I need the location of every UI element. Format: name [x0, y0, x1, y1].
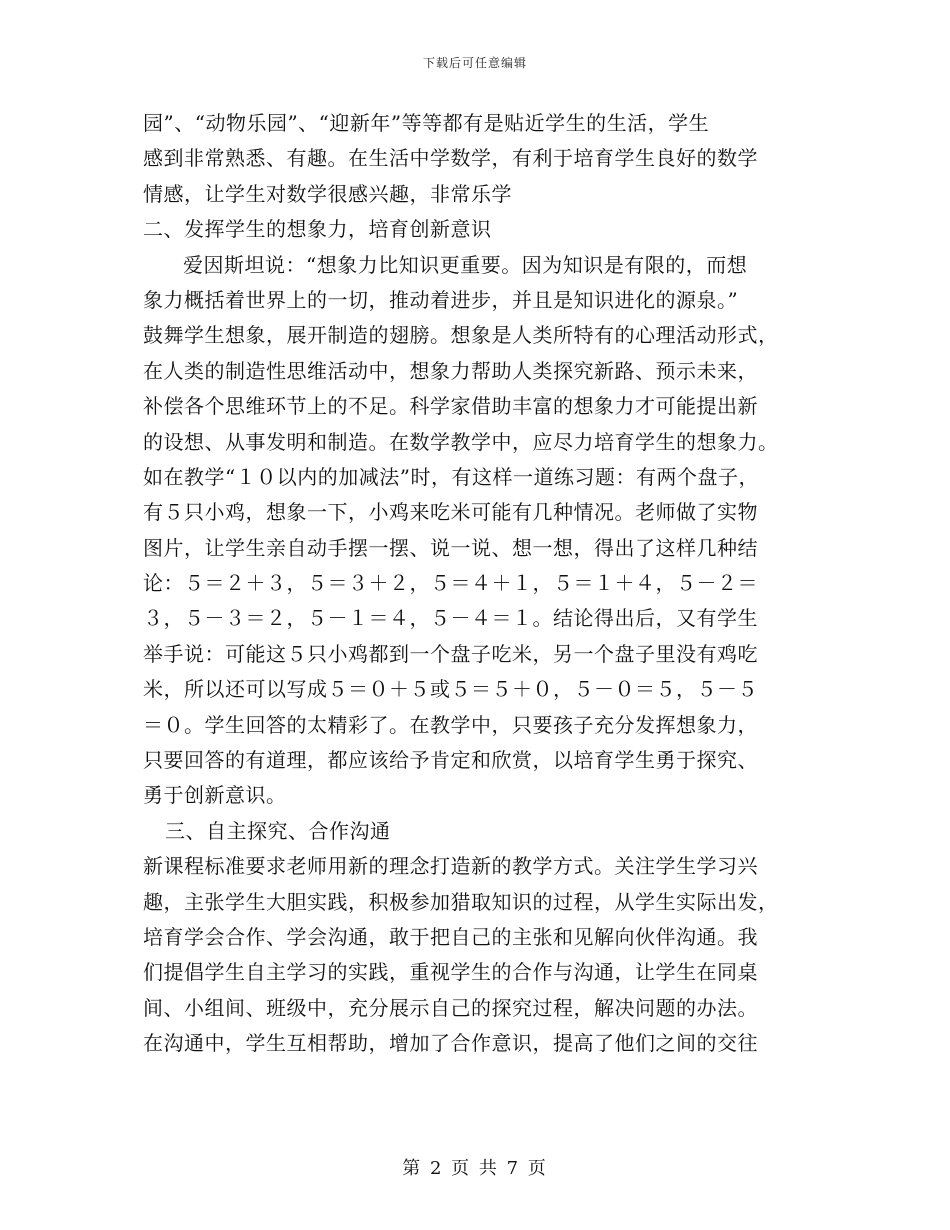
text-line-18: ＝０。学生回答的太精彩了。在教学中，只要孩子充分发挥想象力， — [143, 712, 758, 737]
text-line-12: 有５只小鸡，想象一下，小鸡来吃米可能有几种情况。老师做了实物 — [143, 500, 758, 525]
text-line-23: 趣，主张学生大胆实践，积极参加猎取知识的过程，从学生实际出发， — [143, 889, 779, 914]
text-line-11: 如在教学“１０以内的加减法”时，有这样一道练习题：有两个盘子， — [143, 464, 759, 489]
text-line-20: 勇于创新意识。 — [143, 783, 287, 808]
text-line-3: 情感，让学生对数学很感兴趣，非常乐学 — [143, 181, 512, 206]
text-line-25: 们提倡学生自主学习的实践，重视学生的合作与沟通，让学生在同桌 — [143, 960, 758, 985]
text-line-6: 象力概括着世界上的一切，推动着进步，并且是知识进化的源泉。” — [143, 287, 739, 312]
section-heading-2: 二、发挥学生的想象力，培育创新意识 — [143, 217, 492, 242]
document-body — [143, 106, 803, 1062]
text-line-27: 在沟通中，学生互相帮助，增加了合作意识，提高了他们之间的交往 — [143, 1031, 758, 1056]
text-line-5: 爱因斯坦说：“想象力比知识更重要。因为知识是有限的，而想 — [183, 252, 748, 277]
text-line-10: 的设想、从事发明和制造。在数学教学中，应尽力培育学生的想象力。 — [143, 429, 779, 454]
text-line-26: 间、小组间、班级中，充分展示自己的探究过程，解决问题的办法。 — [143, 995, 758, 1020]
text-line-13: 图片，让学生亲自动手摆一摆、说一说、想一想，得出了这样几种结 — [143, 535, 758, 560]
text-line-8: 在人类的制造性思维活动中，想象力帮助人类探究新路、预示未来， — [143, 358, 758, 383]
section-heading-3: 三、自主探究、合作沟通 — [165, 818, 391, 843]
text-line-24: 培育学会合作、学会沟通，敢于把自己的主张和见解向伙伴沟通。我 — [143, 924, 758, 949]
text-line-22: 新课程标准要求老师用新的理念打造新的教学方式。关注学生学习兴 — [143, 854, 758, 879]
text-line-16: 举手说：可能这５只小鸡都到一个盘子吃米，另一个盘子里没有鸡吃 — [143, 641, 758, 666]
text-line-7: 鼓舞学生想象，展开制造的翅膀。想象是人类所特有的心理活动形式， — [143, 323, 779, 348]
text-line-14: 论：５＝２＋３，５＝３＋２，５＝４＋１，５＝１＋４，５－２＝ — [143, 571, 758, 596]
text-line-9: 补偿各个思维环节上的不足。科学家借助丰富的想象力才可能提出新 — [143, 394, 758, 419]
text-line-1: 园”、“动物乐园”、“迎新年”等等都有是贴近学生的生活，学生 — [143, 111, 710, 135]
text-line-19: 只要回答的有道理，都应该给予肯定和欣赏，以培育学生勇于探究、 — [143, 748, 758, 773]
page-header-note: 下载后可任意编辑 — [422, 56, 527, 70]
text-line-17: 米，所以还可以写成５＝０＋５或５＝５＋０，５－０＝５，５－５ — [143, 677, 758, 702]
text-line-2: 感到非常熟悉、有趣。在生活中学数学，有利于培育学生良好的数学 — [143, 146, 758, 171]
text-line-15: ３，５－３＝２，５－１＝４，５－４＝１。结论得出后，又有学生 — [143, 606, 758, 631]
page-number-footer: 第 2 页 共 7 页 — [402, 1158, 548, 1179]
